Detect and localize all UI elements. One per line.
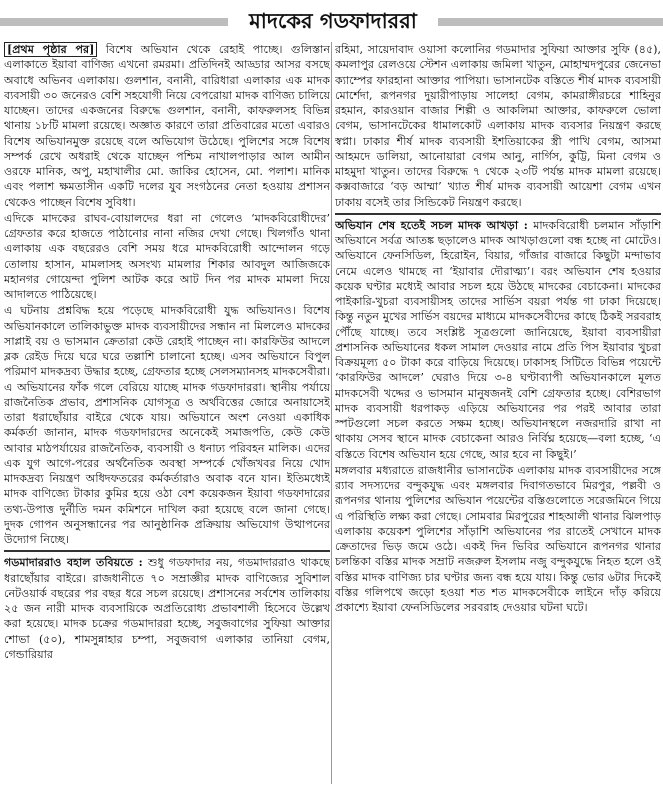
section-divider	[335, 213, 661, 215]
right-paragraph-1: রহিমা, সায়েদাবাদ ওয়াসা কলোনির গডমাদার সুফিয়া আক্তার সুফি (৪৫), কমলাপুর রেলওয়ে স্টেশন এলাকায় জমিলা খাতুন, মোহাম্মদপুরের জেনেভা ক্যাম্পের ফারহানা আক্তার পাপিয়া। ভাসানটেক বস্তিতে শীর্ষ মাদক ব্যবসায়ী মোর্শেদা, রূপনগর দুয়ারীপাড়ায় সালেহা বেগম, কামরাঙ্গীরচরে শাহিনুর রহমান, কারওয়ান বাজার শিল্পী ও আকলিমা আক্তার, কাফরুলে ভোলা বেগম, ভাসানটেকের ধামালকোট এলাকায় মাদক ব্যবসার নিয়ন্ত্রণ করছে স্বপ্না। ঢাকার শীর্ষ মাদক ব্যবসায়ী ইশতিয়াকের স্ত্রী পাখি বেগম, আসমা আহমদে ডালিয়া, আনোয়ারা বেগম আনু, নার্গিস, কুট্টি, মিনা বেগম ও মাহমুদা খাতুন। তাদের বিরুদ্ধে ৭ থেকে ২৩টি পর্যন্ত মাদক মামলা রয়েছে। কক্সবাজারে ‘বড় আম্মা’ খ্যাত শীর্ষ মাদক ব্যবসায়ী আয়েশা বেগম এখন ঢাকায় বসেই তার সিন্ডিকেট নিয়ন্ত্রণ করছে।	[335, 43, 661, 209]
right-paragraph-2-text: মাদকবিরোধী চলমান সাঁড়াশি অভিযানে সর্বত্র আতঙ্ক ছড়ালেও মাদক আখড়াগুলো বন্ধ হচ্ছে না মোটেও। অভিযানে ফেনসিডিল, হিরোইন, বিয়ার, গাঁজার বাজারে কিছুটা মন্দাভাব নেমে এলেও থামছে না ‘ইয়াবার দৌরাত্ম্য’। বরং অভিযান শেষ হওয়ার কয়েক ঘণ্টার মধ্যেই আবার সচল হয়ে উঠছে মাদকের বেচাকেনা। মাদকের পাইকারি-খুচরা ব্যবসায়ীসহ তাদের সার্ভিস বয়রা পর্যন্ত গা ঢাকা দিয়েছে। কিন্তু নতুন মুখের সার্ভিস বয়দের মাধ্যমে মাদকসেবীদের কাছে ঠিকই সরবরাহ পৌঁছে যাচ্ছে। তবে সংশ্লিষ্ট সূত্রগুলো জানিয়েছে, ইয়াবা ব্যবসায়ীরা প্রশাসনিক অভিযানের ধকল সামাল দেওয়ার নামে প্রতি পিস ইয়াবার খুচরা বিক্রয়মূল্য ৫০ টাকা করে বাড়িয়ে দিয়েছে। ঢাকাসহ সিটিতে বিভিন্ন পয়েন্টে ‘কারফিউর আদলে’ ঘেরাও দিয়ে ৩-৪ ঘণ্টাব্যাপী অভিযানকালে মূলত মাদকসেবী খদ্দের ও ভাসমান মানুষজনই বেশি গ্রেফতার হচ্ছে। বেশিরভাগ মাদক ব্যবসায়ী ধরপাকড় এড়িয়ে অভিযানের পর পরই আবার তারা স্পটগুলো সচল করতে সক্ষম হচ্ছে। অভিযানস্থলে নজরদারি রাখা না থাকায় সেসব স্থানে মাদক বেচাকেনা আরও নির্বিঘ্ন হয়েছে—বলা হচ্ছে, ‘এ বস্তিতে বিশেষ অভিযান হয়ে গেছে, আর হবে না কিছুই।’	[335, 218, 661, 461]
section-divider	[4, 550, 330, 552]
headline-rule-right	[438, 18, 663, 26]
left-paragraph-4	[4, 555, 330, 662]
continuation-label: [প্রথম পৃষ্ঠার পর]	[4, 42, 97, 57]
headline: মাদকের গডফাদাররা	[249, 9, 417, 33]
right-paragraph-2	[335, 218, 661, 462]
left-paragraph-4-text: শুধু গডফাদার নয়, গডমাদাররাও থাকছে ধরাছোঁয়ার বাইরে। রাজধানীতে ৭০ সম্রাজ্ঞীর মাদক বাণিজ্যের সুবিশাল নেটওয়ার্ক বছরের পর বছর ধরে সচল রয়েছে। প্রশাসনের সর্বশেষ তালিকায় ২৫ জন নারী মাদক ব্যবসায়িকে অপ্রতিরোধ্য প্রভাবশালী হিসেবে উল্লেখ করা হয়েছে। মাদক চক্রের গডমাদাররা হচ্ছে, সবুজবাগের সুফিয়া আক্তার শোভা (৫০), শামসুন্নাহার চম্পা, সবুজবাগ এলাকার তানিয়া বেগম, গেন্ডারিয়ার	[4, 556, 330, 661]
right-paragraph-3: মঙ্গলবার মধ্যরাতে রাজধানীর ভাসানটেক এলাকায় মাদক ব্যবসায়ীদের সঙ্গে র‌্যাব সদস্যদের বন্দুকযুদ্ধ এবং মঙ্গলবার দিবাগতভাবে মিরপুর, পল্লবী ও রূপনগর থানায় পুলিশের অভিযান পয়েন্টের বস্তিগুলোতে সরেজমিনে গিয়ে এ পরিস্থিতি লক্ষ্য করা গেছে। সোমবার মিরপুরের শাহআলী থানার ঝিলপাড় এলাকায় কয়েকশ পুলিশের সাঁড়াশি অভিযানের পর রাতেই সেখানে মাদক ক্রেতাদের ভিড় জমে ওঠে। একই দিন ভিবির অভিযানে রূপনগর থানার চলন্তিকা বস্তির মাদক সম্রাট নজরুল ইসলাম নজু বন্দুকযুদ্ধে নিহত হলে ওই বস্তির মাদক বাণিজ্য চার ঘণ্টার জন্য বন্ধ হয়ে যায়। কিন্তু ভোর ৬টার দিকেই বস্তির গলিপথে জড়ো হওয়া শত শত মাদকসেবীকে লাইনে দাঁড় করিয়ে প্রকাশ্যে ইয়াবা ফেনসিডিলের সরবরাহ দেওয়ার ঘটনা ঘটে।	[335, 463, 661, 614]
left-column	[4, 42, 330, 784]
left-paragraph-1-text: বিশেষ অভিযান থেকে রেহাই পাচ্ছে। গুলিস্তান এলাকাতে ইয়াবা বাণিজ্য এখনো রমরমা। প্রতিদিনই আড্ডার আসর বসছে অবাধে অভিনব এলাকায়। গুলশান, বনানী, বারিধারা এলাকার এক মাদক ব্যবসায়ী ৩০ জনেরও বেশি সহযোগী নিয়ে বেপরোয়া মাদক বাণিজ্য চালিয়ে যাচ্ছেন। তাদের একজনের বিরুদ্ধে গুলশান, বনানী, কাফরুলসহ বিভিন্ন থানায় ১৮টি মামলা রয়েছে। অজ্ঞাত কারণে তারা প্রতিবারের মতো এবারও বিশেষ অভিযানমুক্ত রয়েছে বলে অভিযোগ উঠেছে। পুলিশের সঙ্গে বিশেষ সম্পর্ক রেখে অধরাই থেকে যাচ্ছেন পশ্চিম নাখালপাড়ার আল আমীন ওরফে মানিক, অপু, মহাখালীর মো. জাকির হোসেন, মো. পলাশ। মানিক এবং পলাশ ক্ষমতাসীন একটি দলের যুব সংগঠনের নেতা হওয়ায় প্রশাসন থেকেও পাচ্ছেন বিশেষ সুবিধা।	[4, 43, 330, 209]
right-column	[335, 42, 661, 784]
headline-bar	[0, 0, 663, 40]
section-title-godmothers: গডমাদাররাও বহাল তবিয়তে :	[4, 556, 143, 570]
left-paragraph-1	[4, 42, 330, 210]
left-paragraph-3: এ ঘটনায় প্রশ্নবিদ্ধ হয়ে পড়েছে মাদকবিরোধী যুদ্ধ অভিযানও। বিশেষ অভিযানকালে তালিকাভুক্ত মাদক ব্যবসায়ীদের সন্ধান না মিললেও মাদকের সাপ্লাই বয় ও ভাসমান ক্রেতারা কেউ রেহাই পাচ্ছেন না। কারফিউর আদলে ব্লক রেইড দিয়ে ঘরে ঘরে তল্লাশি চালানো হচ্ছে। এসব অভিযানে বিপুল পরিমাণ মাদকদ্রব্য উদ্ধার হচ্ছে, গ্রেফতার হচ্ছে সেলসম্যানসহ মাদকসেবীরা। এ অভিযানের ফাঁক গলে বেরিয়ে যাচ্ছে মাদক গডফাদাররা। স্থানীয় পর্যায়ে রাজনৈতিক প্রভাব, প্রশাসনিক যোগসূত্র ও অর্থবিত্তের জোরে অনায়াসেই তারা ধরাছোঁয়ার বাইরে থেকে যায়। অভিযানে অংশ নেওয়া একাধিক কর্মকর্তা জানান, মাদক গডফাদারদের অনেকেই সমাজপতি, কেউ কেউ আবার মাঠপর্যায়ের রাজনৈতিক, ব্যবসায়ী ও ধনাঢ্য পরিবহন মালিক। এদের এক যুগ আগে-পরের অর্থনৈতিক অবস্থা সম্পর্কে খোঁজখবর নিয়ে খোদ মাদকদ্রব্য নিয়ন্ত্রণ অধিদফতরের কর্মকর্তারাও অবাক বনে যান। ইতিমধ্যেই মাদক বাণিজ্যে টাকার কুমির হয়ে ওঠা বেশ কয়েকজন ইয়াবা গডফাদারের তথ্য-উপাত্ত দুর্নীতি দমন কমিশনে দাখিল করা হয়েছে বলে জানা গেছে। দুদক গোপন অনুসন্ধানের পর আনুষ্ঠানিক প্রক্রিয়ায় অভিযোগ উত্থাপনের উদ্যোগ নিচ্ছে।	[4, 304, 330, 546]
headline-rule-left	[0, 18, 228, 26]
left-paragraph-2: এদিকে মাদকের রাঘব-বোয়ালদের ধরা না গেলেও ‘মাদকবিরোধীদের’ গ্রেফতার করে হাজতে পাঠানোর নানা নজির দেখা গেছে। খিলগাঁও থানা এলাকায় এক বছরেরও বেশি সময় ধরে মাদকবিরোধী আন্দোলন গড়ে তোলায় হাসান, মামলাসহ অসংখ্য মামলার শিকার আবদুল আজিজকে মহানগর গোয়েন্দা পুলিশ আটক করে আট দিন পর মাদক মামলা দিয়ে আদালতে পাঠিয়েছে।	[4, 211, 330, 301]
section-title-drug-dens: অভিযান শেষ হতেই সচল মাদক আখড়া :	[335, 218, 528, 232]
column-divider	[331, 42, 332, 784]
